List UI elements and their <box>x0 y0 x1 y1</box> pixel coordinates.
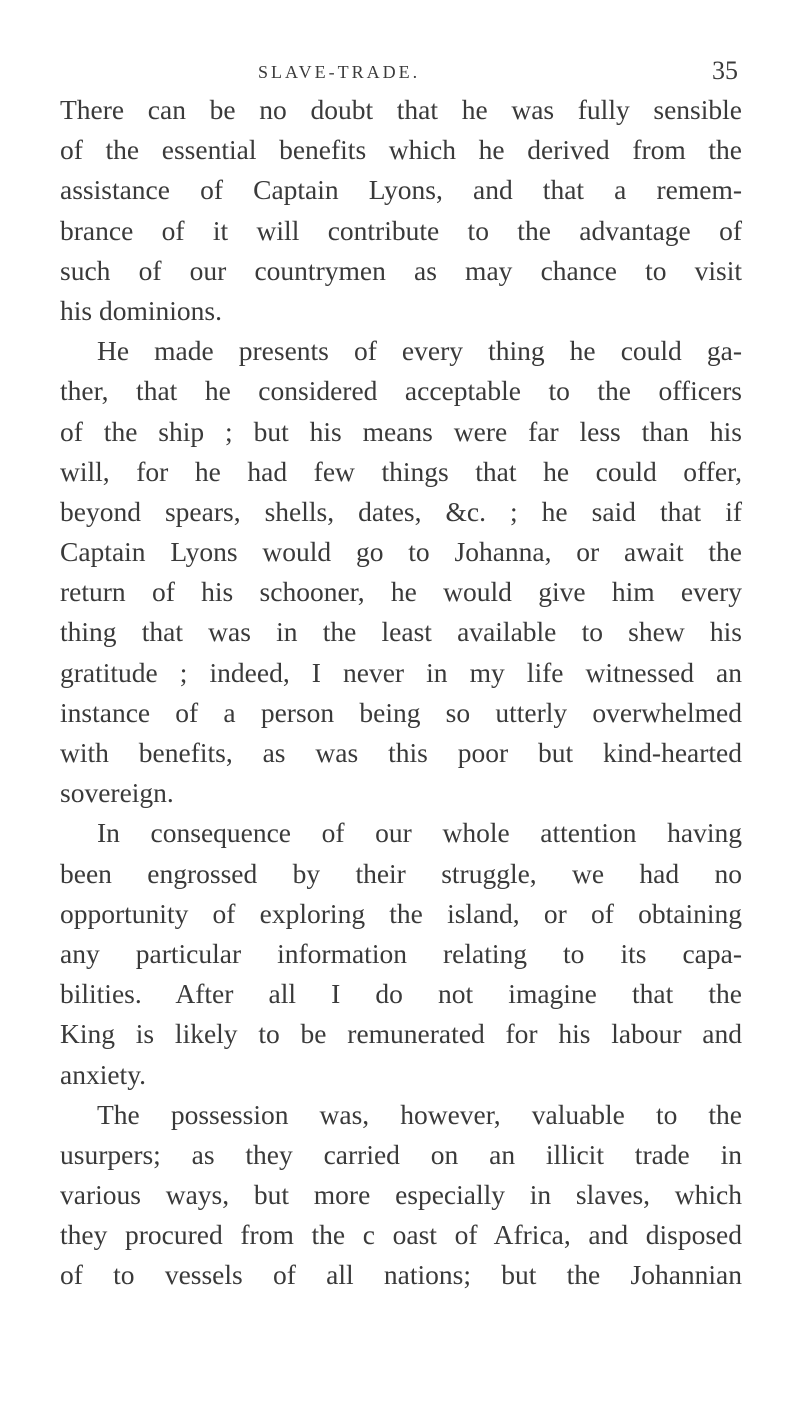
text-line-11: beyond spears, shells, dates, &c. ; he said that if <box>60 495 742 527</box>
text-line-5: such of our countrymen as may chance to visit <box>60 254 742 286</box>
text-line-3: assistance of Captain Lyons, and that a remem- <box>60 174 742 206</box>
text-line-18: sovereign. <box>60 777 174 809</box>
text-line-26: The possession was, however, valuable to the <box>97 1098 742 1130</box>
text-line-21: opportunity of exploring the island, or of obtaining <box>60 897 742 929</box>
text-line-8: ther, that he considered acceptable to the officers <box>60 375 742 407</box>
text-line-30: of to vessels of all nations; but the Johannian <box>60 1259 742 1291</box>
page-number: 35 <box>712 56 738 85</box>
text-line-2: of the essential benefits which he derived from the <box>60 134 742 166</box>
text-line-9: of the ship ; but his means were far less than his <box>60 415 742 447</box>
text-line-23: bilities. After all I do not imagine that the <box>60 978 742 1010</box>
text-line-10: will, for he had few things that he could offer, <box>60 455 742 487</box>
text-line-15: gratitude ; indeed, I never in my life witnessed an <box>60 656 742 688</box>
text-line-12: Captain Lyons would go to Johanna, or await the <box>60 536 742 568</box>
text-line-28: various ways, but more especially in slaves, which <box>60 1179 742 1211</box>
text-line-29: they procured from the c oast of Africa, and disposed <box>60 1219 742 1251</box>
text-line-1: There can be no doubt that he was fully sensible <box>60 94 742 125</box>
text-line-24: King is likely to be remunerated for his labour and <box>60 1018 742 1050</box>
text-line-14: thing that was in the least available to shew his <box>60 616 742 648</box>
running-title: SLAVE-TRADE. <box>258 62 421 82</box>
running-head <box>0 56 800 86</box>
text-line-19: In consequence of our whole attention having <box>97 817 742 849</box>
text-line-6: his dominions. <box>60 294 222 326</box>
text-line-22: any particular information relating to its capa- <box>60 937 742 969</box>
text-line-27: usurpers; as they carried on an illicit trade in <box>60 1138 742 1170</box>
text-line-20: been engrossed by their struggle, we had no <box>60 857 742 889</box>
text-line-25: anxiety. <box>60 1058 147 1090</box>
text-line-7: He made presents of every thing he could ga- <box>97 335 742 367</box>
text-line-16: instance of a person being so utterly overwhelmed <box>60 696 742 728</box>
text-line-13: return of his schooner, he would give him every <box>60 576 742 608</box>
body-text <box>60 90 742 1296</box>
text-line-17: with benefits, as was this poor but kind-hearted <box>60 737 742 768</box>
text-line-4: brance of it will contribute to the advantage of <box>60 214 742 246</box>
